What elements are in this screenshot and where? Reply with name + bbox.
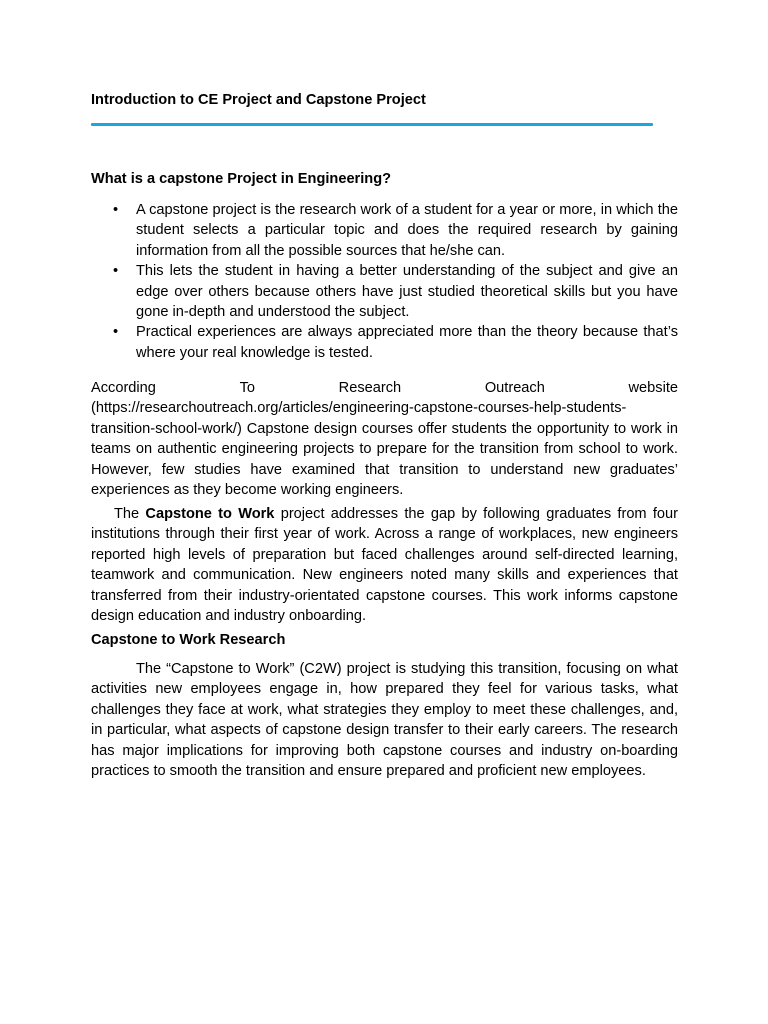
according-word: To [239,380,255,396]
according-line [91,378,678,398]
bullet-item: • A capstone project is the research work of a student for a year or more, in which the student selects a particular topic and does the required research by gaining information from all the possible sources that he/she can. [91,200,678,261]
bullet-item: • Practical experiences are always appreciated more than the theory because that’s where your real knowledge is tested. [91,322,678,363]
according-word: Research [338,380,402,396]
paragraph-text: project addresses the gap by following graduates from four institutions through their first year of work. Across a range of workplaces, new engineers reported high levels of preparation but faced challenges around self-directed learning, teamwork and communication. New engineers noted many skills and experiences that transferred from their industry-orientated capstone courses. This work informs capstone design education and industry onboarding. [91,506,678,625]
according-word: website [628,380,678,396]
capstone-to-work-paragraph [91,504,678,626]
paragraph-lead: The [114,506,146,522]
bullet-item: • This lets the student in having a better understanding of the subject and give an edge over others because others have just studied theoretical skills but you have gone in-depth and understood the subject. [91,261,678,322]
document-title: Introduction to CE Project and Capstone Project [91,92,426,108]
research-outreach-url-end: transition-school-work/) [91,420,242,437]
research-outreach-paragraph [91,378,678,500]
capstone-bullet-list [91,200,678,363]
according-word: According [91,380,156,396]
section-heading-capstone-to-work-research: Capstone to Work Research [91,632,286,648]
c2w-research-paragraph: The “Capstone to Work” (C2W) project is studying this transition, focusing on what activities new employees engage in, how prepared they feel for various tasks, what challenges they face at work, what strategies they employ to meet these challenges, and, in particular, what aspects of capstone design transfer to their early careers. The research has major implications for improving both capstone courses and industry on-boarding practices to smooth the transition and ensure prepared and proficient new employees. [91,661,678,780]
title-divider [91,123,653,126]
research-outreach-text: Capstone design courses offer students the opportunity to work in teams on authentic engineering projects to prepare for the transition from school to work. However, few studies have examined that transition to understand new graduates’ experiences as they become working engineers. [91,420,678,499]
capstone-to-work-bold: Capstone to Work [145,506,275,522]
according-word: Outreach [484,380,545,396]
section-heading-what-is-capstone: What is a capstone Project in Engineering? [91,171,392,187]
research-outreach-url: (https://researchoutreach.org/articles/engineering-capstone-courses-help-students- [91,400,627,417]
